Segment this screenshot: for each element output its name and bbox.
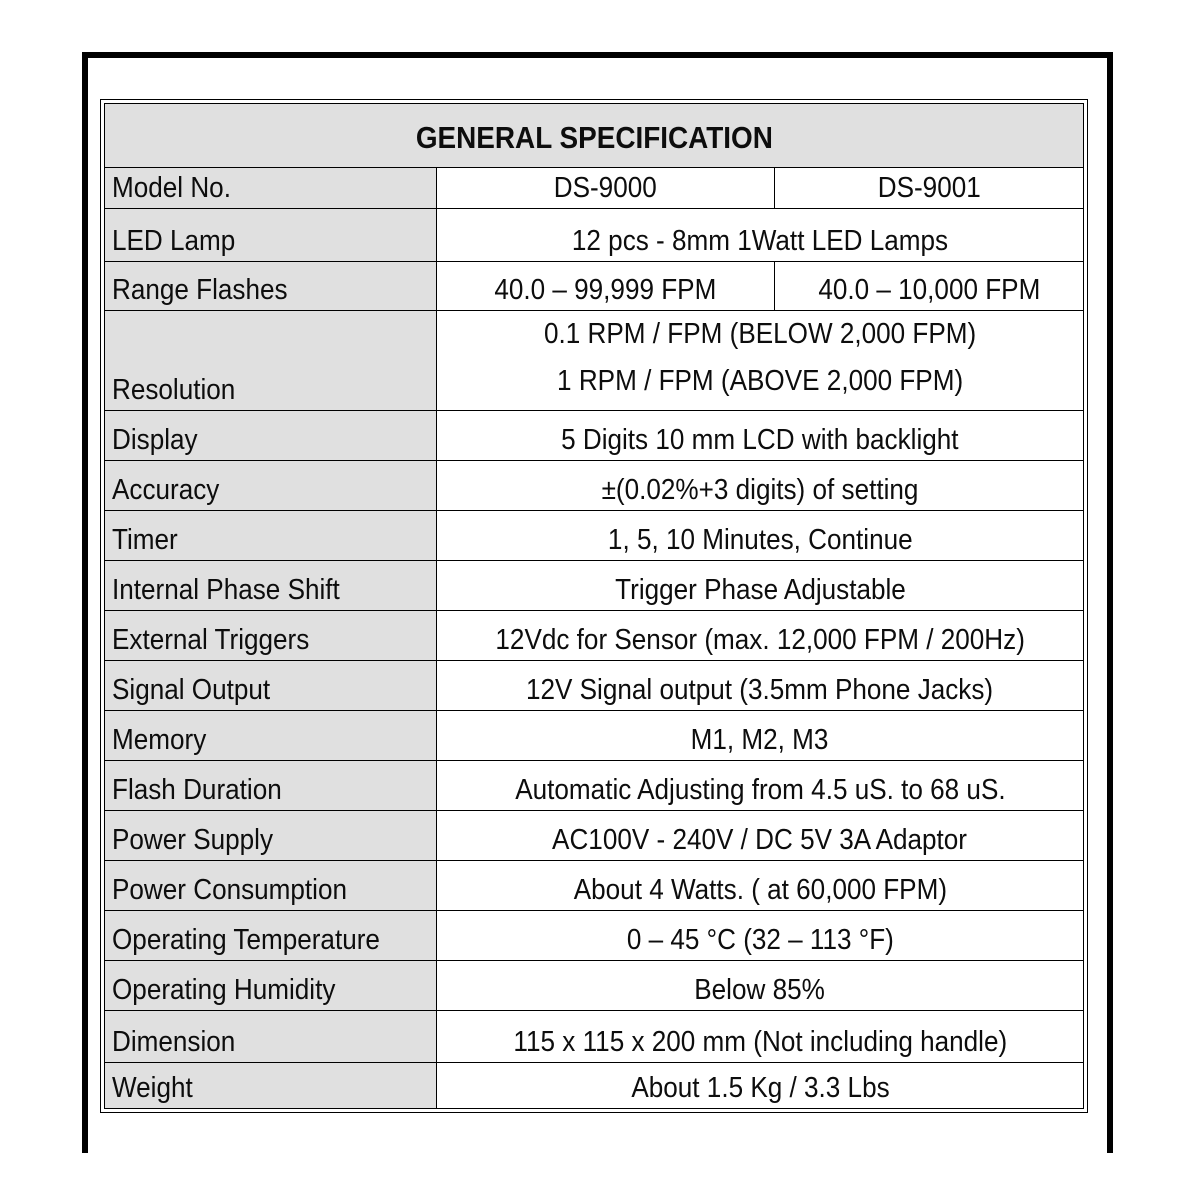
row-value-text: 40.0 – 10,000 FPM (818, 273, 1040, 306)
spec-table-inner (104, 103, 1084, 1109)
row-label-text: Operating Temperature (112, 923, 380, 956)
row-value-text: About 4 Watts. ( at 60,000 FPM) (573, 873, 947, 906)
row-label (105, 1011, 437, 1062)
row-value-text (544, 311, 976, 405)
row-label-text: Memory (112, 723, 207, 756)
row-value-text: 40.0 – 99,999 FPM (494, 273, 717, 306)
row-range-flashes (105, 262, 1083, 311)
spec-table (100, 99, 1088, 1113)
row-value-text: DS-9001 (877, 171, 981, 204)
row-value-ds9001 (775, 168, 1083, 208)
row-value (437, 561, 1083, 610)
row-weight (105, 1063, 1083, 1108)
row-value-text: About 1.5 Kg / 3.3 Lbs (630, 1071, 890, 1104)
table-title: GENERAL SPECIFICATION (415, 120, 773, 156)
row-flash-duration (105, 761, 1083, 811)
row-value-text: M1, M2, M3 (691, 723, 829, 756)
row-label (105, 1063, 437, 1108)
row-label (105, 961, 437, 1010)
row-value (437, 611, 1083, 660)
row-value (437, 461, 1083, 510)
row-led-lamp (105, 209, 1083, 262)
row-label-text: Dimension (112, 1025, 236, 1058)
row-value-text: 5 Digits 10 mm LCD with backlight (561, 423, 959, 456)
row-label (105, 411, 437, 460)
row-label (105, 209, 437, 261)
row-value-text: Trigger Phase Adjustable (614, 573, 906, 606)
row-value-ds9001 (775, 262, 1083, 310)
row-label (105, 811, 437, 860)
row-label (105, 168, 437, 208)
row-value (437, 411, 1083, 460)
row-label-text: Range Flashes (112, 273, 288, 306)
row-label-text: Internal Phase Shift (112, 573, 340, 606)
row-value-ds9000 (437, 168, 775, 208)
row-value-text: Below 85% (694, 973, 826, 1006)
row-label (105, 511, 437, 560)
row-label (105, 861, 437, 910)
row-label (105, 911, 437, 960)
resolution-line-1: 0.1 RPM / FPM (BELOW 2,000 FPM) (543, 318, 977, 350)
row-value-text: 115 x 115 x 200 mm (Not including handle) (513, 1025, 1007, 1058)
row-value-text: 12Vdc for Sensor (max. 12,000 FPM / 200Hz) (495, 623, 1025, 656)
row-value-text: DS-9000 (553, 171, 658, 204)
row-resolution (105, 311, 1083, 411)
row-label (105, 611, 437, 660)
row-display (105, 411, 1083, 461)
row-timer (105, 511, 1083, 561)
row-operating-humidity (105, 961, 1083, 1011)
row-value (437, 911, 1083, 960)
row-value-text: AC100V - 240V / DC 5V 3A Adaptor (552, 823, 968, 856)
row-value (437, 811, 1083, 860)
row-label (105, 661, 437, 710)
row-label-text: Power Supply (112, 823, 274, 856)
row-accuracy (105, 461, 1083, 511)
row-signal-output (105, 661, 1083, 711)
row-label (105, 561, 437, 610)
row-label (105, 761, 437, 810)
row-value (437, 311, 1083, 410)
row-value (437, 711, 1083, 760)
row-label-text: Accuracy (112, 473, 220, 506)
row-label-text: Model No. (112, 171, 231, 204)
row-label (105, 262, 437, 310)
row-value (437, 511, 1083, 560)
row-label-text: Weight (112, 1071, 193, 1104)
row-label (105, 461, 437, 510)
row-label (105, 311, 437, 410)
row-value (437, 1011, 1083, 1062)
row-internal-phase-shift (105, 561, 1083, 611)
row-external-triggers (105, 611, 1083, 661)
row-memory (105, 711, 1083, 761)
row-value (437, 1063, 1083, 1108)
row-power-consumption (105, 861, 1083, 911)
row-value (437, 961, 1083, 1010)
row-operating-temperature (105, 911, 1083, 961)
row-value-text: ±(0.02%+3 digits) of setting (601, 473, 919, 506)
row-label-text: Signal Output (112, 673, 271, 706)
row-label-text: Operating Humidity (112, 973, 336, 1006)
row-label-text: External Triggers (112, 623, 310, 656)
row-value-ds9000 (437, 262, 775, 310)
row-label-text: Display (112, 423, 198, 456)
row-label-text: Resolution (112, 373, 236, 406)
row-label (105, 711, 437, 760)
resolution-line-2: 1 RPM / FPM (ABOVE 2,000 FPM) (556, 365, 964, 397)
row-value-text: 1, 5, 10 Minutes, Continue (607, 523, 913, 556)
row-value-text: 12 pcs - 8mm 1Watt LED Lamps (571, 224, 949, 257)
row-label-text: Timer (112, 523, 178, 556)
row-value (437, 209, 1083, 261)
table-title-cell (105, 104, 1083, 167)
row-value (437, 661, 1083, 710)
row-label-text: Flash Duration (112, 773, 282, 806)
row-label-text: LED Lamp (112, 224, 236, 257)
row-value-text: Automatic Adjusting from 4.5 uS. to 68 uS. (514, 773, 1006, 806)
row-value-text: 0 – 45 °C (32 – 113 °F) (626, 923, 894, 956)
row-value (437, 761, 1083, 810)
table-title-row (105, 104, 1083, 168)
row-value-text: 12V Signal output (3.5mm Phone Jacks) (526, 673, 994, 706)
row-label-text: Power Consumption (112, 873, 348, 906)
row-power-supply (105, 811, 1083, 861)
row-model-no (105, 168, 1083, 209)
row-value (437, 861, 1083, 910)
row-dimension (105, 1011, 1083, 1063)
